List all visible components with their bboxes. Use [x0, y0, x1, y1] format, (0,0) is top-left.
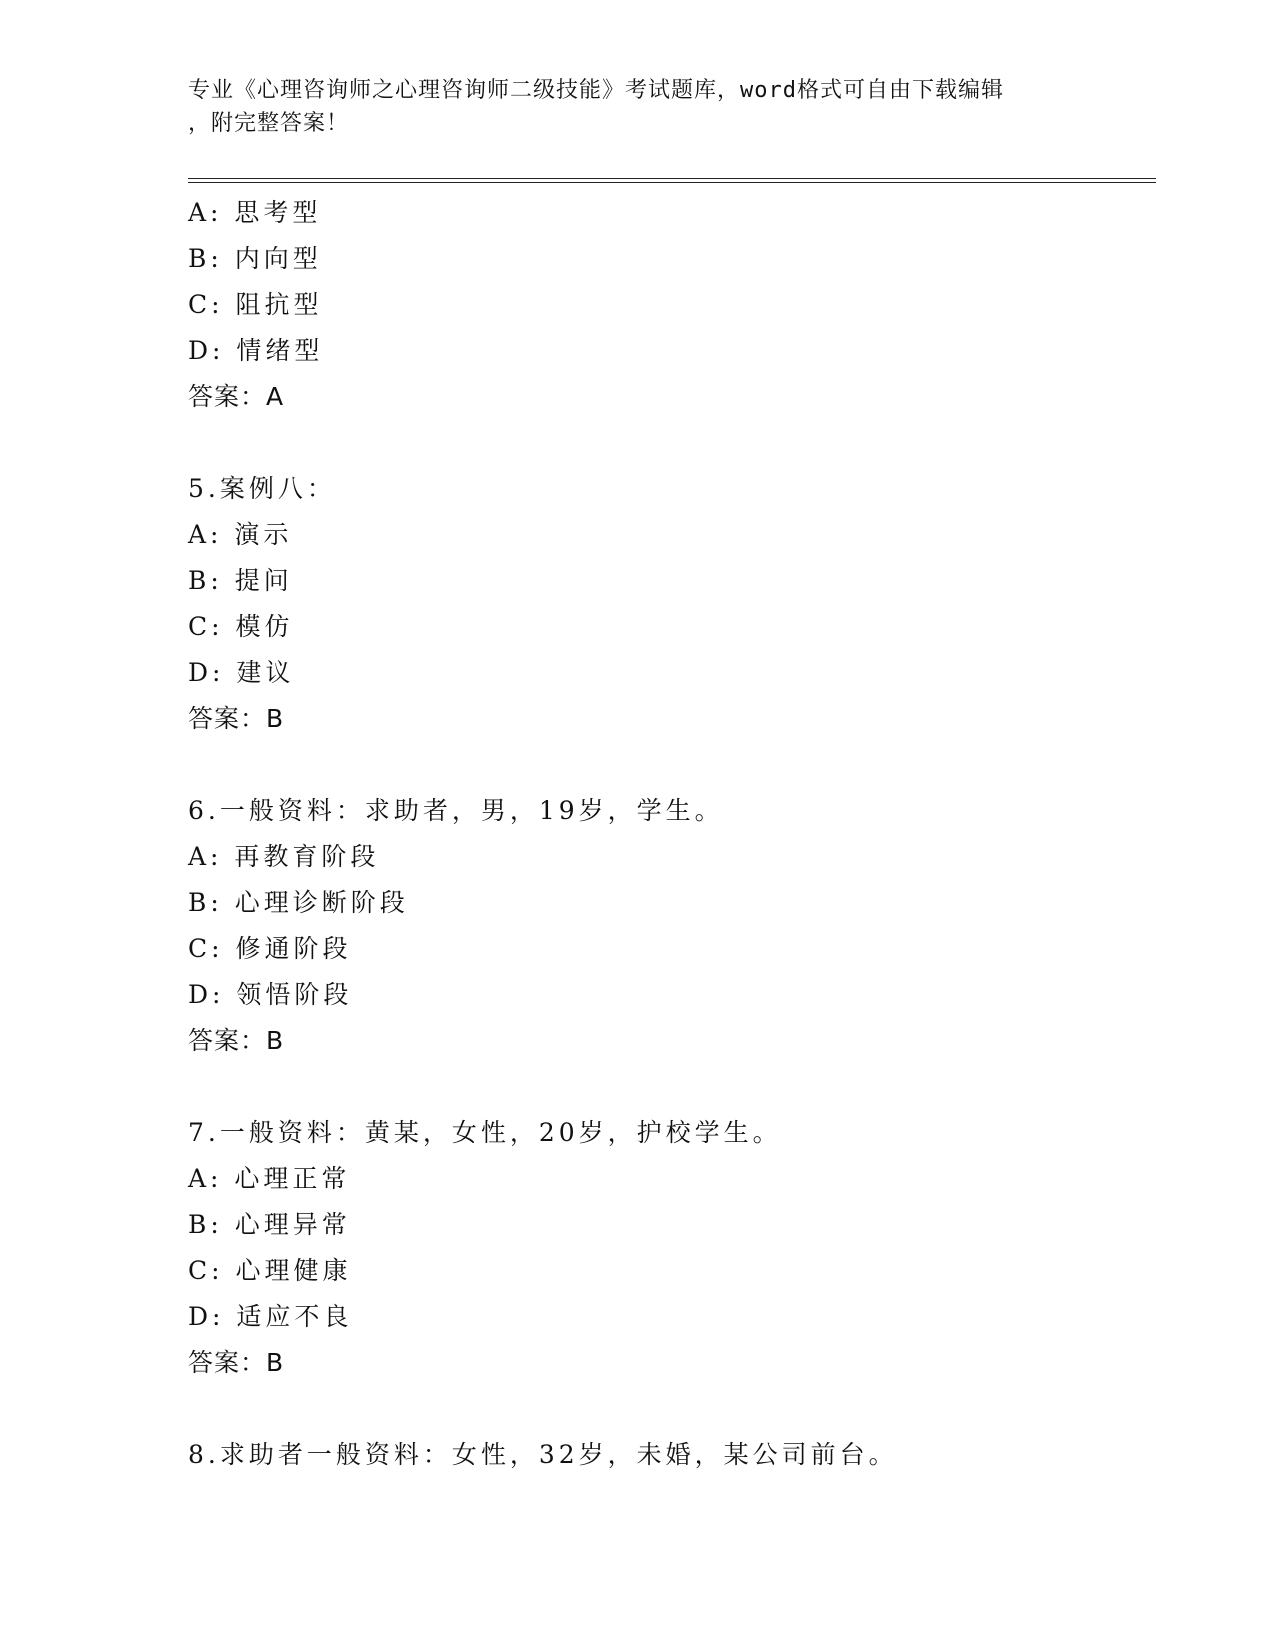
option-c: C: 模仿 — [188, 612, 294, 641]
option-c: C: 修通阶段 — [188, 934, 352, 963]
header-line-1: 专业《心理咨询师之心理咨询师二级技能》考试题库，word格式可自由下载编辑 — [188, 78, 1004, 103]
option-d: D: 情绪型 — [188, 336, 324, 365]
answer-line: 答案：A — [188, 382, 285, 411]
question-text: 5.案例八： — [188, 474, 336, 503]
question-text: 8.求助者一般资料：女性，32岁，未婚，某公司前台。 — [188, 1440, 898, 1469]
option-d: D: 领悟阶段 — [188, 980, 353, 1009]
header-divider-bottom — [188, 182, 1156, 183]
option-c: C: 阻抗型 — [188, 290, 323, 319]
option-b: B: 内向型 — [188, 244, 322, 273]
answer-line: 答案：B — [188, 1026, 285, 1055]
option-a: A: 心理正常 — [188, 1164, 351, 1193]
question-list — [188, 190, 1148, 1478]
question-block — [188, 788, 1148, 1064]
option-c: C: 心理健康 — [188, 1256, 352, 1285]
option-b: B: 心理诊断阶段 — [188, 888, 409, 917]
question-block — [188, 466, 1148, 742]
question-text: 7.一般资料：黄某，女性，20岁，护校学生。 — [188, 1118, 782, 1147]
question-block — [188, 190, 1148, 420]
answer-line: 答案：B — [188, 1348, 285, 1377]
option-d: D: 建议 — [188, 658, 295, 687]
header-line-2: ，附完整答案！ — [188, 111, 350, 136]
question-block — [188, 1110, 1148, 1386]
option-b: B: 提问 — [188, 566, 293, 595]
question-text: 6.一般资料：求助者，男，19岁，学生。 — [188, 796, 724, 825]
document-header — [188, 74, 1088, 140]
option-b: B: 心理异常 — [188, 1210, 351, 1239]
option-a: A: 思考型 — [188, 198, 322, 227]
option-a: A: 演示 — [188, 520, 293, 549]
option-a: A: 再教育阶段 — [188, 842, 380, 871]
option-d: D: 适应不良 — [188, 1302, 353, 1331]
header-divider-top — [188, 178, 1156, 179]
question-block — [188, 1432, 1148, 1478]
answer-line: 答案：B — [188, 704, 285, 733]
